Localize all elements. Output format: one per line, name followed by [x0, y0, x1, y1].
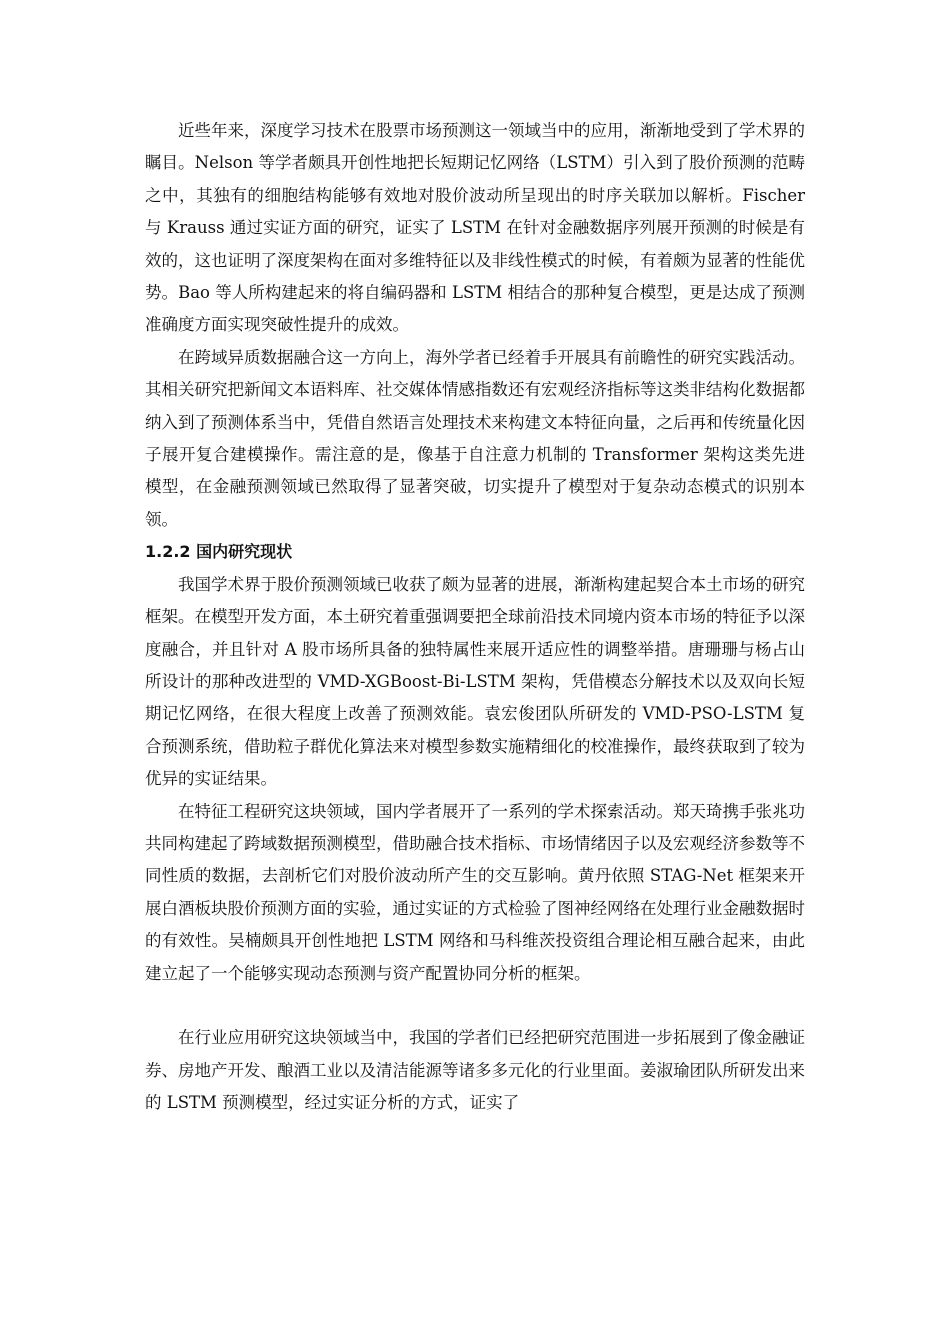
section-heading: 1.2.2 国内研究现状 [145, 542, 293, 562]
paragraph-domestic-industry: 在行业应用研究这块领域当中，我国的学者们已经把研究范围进一步拓展到了像金融证券、房地产开发、酿酒工业以及清洁能源等诸多多元化的行业里面。姜淑瑜团队所研发出来的 LSTM 预测模型，经过实证分析的方式，证实了 [145, 1028, 805, 1113]
paragraph-domestic-features: 在特征工程研究这块领域，国内学者展开了一系列的学术探索活动。郑天琦携手张兆功共同构建起了跨域数据预测模型，借助融合技术指标、市场情绪因子以及宏观经济参数等不同性质的数据，去剖析它们对股价波动所产生的交互影响。黄丹依照 STAG-Net 框架来开展白酒板块股价预测方面的实验，通过实证的方式检验了图神经网络在处理行业金融数据时的有效性。吴楠颇具开创性地把 LSTM 网络和马科维茨投资组合理论相互融合起来，由此建立起了一个能够实现动态预测与资产配置协同分析的框架。 [145, 801, 805, 983]
document-body [145, 115, 805, 1120]
paragraph-foreign-cross-domain: 在跨域异质数据融合这一方向上，海外学者已经着手开展具有前瞻性的研究实践活动。其相关研究把新闻文本语料库、社交媒体情感指数还有宏观经济指标等这类非结构化数据都纳入到了预测体系当中，凭借自然语言处理技术来构建文本特征向量，之后再和传统量化因子展开复合建模操作。需注意的是，像基于自注意力机制的 Transformer 架构这类先进模型，在金融预测领域已然取得了显著突破，切实提升了模型对于复杂动态模式的识别本领。 [145, 347, 805, 529]
blank-line [145, 990, 805, 1022]
paragraph-domestic-models: 我国学术界于股价预测领域已收获了颇为显著的进展，渐渐构建起契合本土市场的研究框架。在模型开发方面，本土研究着重强调要把全球前沿技术同境内资本市场的特征予以深度融合，并且针对 A 股市场所具备的独特属性来展开适应性的调整举措。唐珊珊与杨占山所设计的那种改进型的 VMD-XGBoost-Bi-LSTM 架构，凭借模态分解技术以及双向长短期记忆网络，在很大程度上改善了预测效能。袁宏俊团队所研发的 VMD-PSO-LSTM 复合预测系统，借助粒子群优化算法来对模型参数实施精细化的校准操作，最终获取到了较为优异的实证结果。 [145, 574, 805, 789]
paragraph-foreign-deep-learning: 近些年来，深度学习技术在股票市场预测这一领域当中的应用，渐渐地受到了学术界的瞩目。Nelson 等学者颇具开创性地把长短期记忆网络（LSTM）引入到了股价预测的范畴之中，其独有的细胞结构能够有效地对股价波动所呈现出的时序关联加以解析。Fischer 与 Krauss 通过实证方面的研究，证实了 LSTM 在针对金融数据序列展开预测的时候是有效的，这也证明了深度架构在面对多维特征以及非线性模式的时候，有着颇为显著的性能优势。Bao 等人所构建起来的将自编码器和 LSTM 相结合的那种复合模型，更是达成了预测准确度方面实现突破性提升的成效。 [145, 121, 805, 335]
